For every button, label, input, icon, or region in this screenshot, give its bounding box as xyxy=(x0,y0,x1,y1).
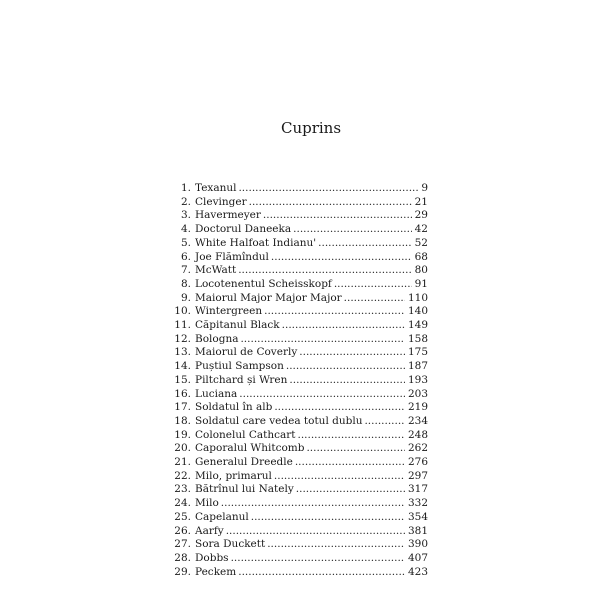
page-number: 149 xyxy=(407,319,428,332)
page-number: 91 xyxy=(414,277,428,290)
chapter-number: 26. xyxy=(174,524,191,537)
toc-entry xyxy=(168,223,428,237)
page-number: 175 xyxy=(407,346,428,359)
dot-leader xyxy=(240,333,404,347)
page-number: 381 xyxy=(407,524,428,537)
chapter-number: 1. xyxy=(180,182,191,194)
toc-entry xyxy=(168,333,428,347)
chapter-title: White Halfoat Indianu' xyxy=(195,236,317,249)
toc-entry xyxy=(168,470,428,484)
dot-leader xyxy=(306,442,405,456)
page-number: 203 xyxy=(407,387,428,400)
chapter-number: 13. xyxy=(174,346,191,359)
toc-entry xyxy=(168,251,428,265)
dot-leader xyxy=(286,360,405,374)
toc-entry xyxy=(168,415,428,429)
dot-leader xyxy=(238,264,411,278)
chapter-title: Bătrînul lui Nately xyxy=(195,483,294,496)
dot-leader xyxy=(296,483,405,497)
dot-leader xyxy=(318,237,411,251)
dot-leader xyxy=(293,223,411,237)
page-number: 248 xyxy=(407,428,428,441)
chapter-title: Dobbs xyxy=(195,551,229,564)
chapter-number: 7. xyxy=(180,264,191,277)
chapter-title: Puștiul Sampson xyxy=(195,360,284,373)
chapter-title: Generalul Dreedle xyxy=(195,456,293,469)
chapter-number: 10. xyxy=(174,305,191,318)
chapter-number: 20. xyxy=(174,442,191,455)
toc-entry xyxy=(168,196,428,210)
page-number: 21 xyxy=(414,195,428,208)
chapter-title: Aarfy xyxy=(195,524,224,537)
dot-leader xyxy=(282,319,405,333)
toc-entry xyxy=(168,552,428,566)
chapter-number: 5. xyxy=(180,236,191,249)
toc-entry xyxy=(168,497,428,511)
chapter-title: Wintergreen xyxy=(195,305,263,318)
table-of-contents xyxy=(168,182,428,579)
chapter-number: 11. xyxy=(174,319,191,332)
dot-leader xyxy=(299,346,405,360)
chapter-number: 28. xyxy=(174,551,191,564)
chapter-number: 4. xyxy=(180,223,191,236)
page-number: 9 xyxy=(421,182,428,194)
dot-leader xyxy=(274,470,405,484)
dot-leader xyxy=(231,552,405,566)
page-number: 193 xyxy=(407,373,428,386)
page-number: 390 xyxy=(407,538,428,551)
chapter-title: Doctorul Daneeka xyxy=(195,223,292,236)
chapter-title: Piltchard și Wren xyxy=(195,373,288,386)
toc-entry xyxy=(168,182,428,196)
chapter-number: 25. xyxy=(174,510,191,523)
page-number: 354 xyxy=(407,510,428,523)
toc-entry xyxy=(168,525,428,539)
chapter-number: 15. xyxy=(174,373,191,386)
chapter-title: Texanul xyxy=(195,182,237,194)
chapter-number: 23. xyxy=(174,483,191,496)
chapter-title: Joe Flămîndul xyxy=(195,250,269,263)
dot-leader xyxy=(221,497,405,511)
chapter-title: Soldatul care vedea totul dublu xyxy=(195,414,363,427)
chapter-number: 6. xyxy=(180,250,191,263)
toc-entry xyxy=(168,305,428,319)
dot-leader xyxy=(267,538,405,552)
chapter-title: Maiorul Major Major Major xyxy=(195,291,342,304)
chapter-title: Sora Duckett xyxy=(195,538,266,551)
dot-leader xyxy=(238,182,418,196)
page-number: 187 xyxy=(407,360,428,373)
toc-entry xyxy=(168,429,428,443)
page-number: 423 xyxy=(407,565,428,578)
chapter-number: 9. xyxy=(180,291,191,304)
dot-leader xyxy=(238,566,405,580)
chapter-title: Caporalul Whitcomb xyxy=(195,442,305,455)
chapter-title: Soldatul în alb xyxy=(195,401,273,414)
toc-entry xyxy=(168,456,428,470)
dot-leader xyxy=(239,388,405,402)
dot-leader xyxy=(295,456,405,470)
page-number: 158 xyxy=(407,332,428,345)
page-number: 52 xyxy=(414,236,428,249)
chapter-number: 27. xyxy=(174,538,191,551)
dot-leader xyxy=(289,374,405,388)
chapter-number: 29. xyxy=(174,565,191,578)
dot-leader xyxy=(264,305,405,319)
chapter-title: Luciana xyxy=(195,387,238,400)
dot-leader xyxy=(226,525,405,539)
dot-leader xyxy=(271,251,412,265)
chapter-number: 18. xyxy=(174,414,191,427)
page-number: 29 xyxy=(414,209,428,222)
page-number: 297 xyxy=(407,469,428,482)
toc-entry xyxy=(168,278,428,292)
page-number: 219 xyxy=(407,401,428,414)
toc-entry xyxy=(168,374,428,388)
toc-entry xyxy=(168,360,428,374)
chapter-number: 8. xyxy=(180,277,191,290)
page-number: 276 xyxy=(407,456,428,469)
dot-leader xyxy=(274,401,405,415)
page-number: 317 xyxy=(407,483,428,496)
dot-leader xyxy=(364,415,404,429)
chapter-title: Capelanul xyxy=(195,510,249,523)
chapter-number: 19. xyxy=(174,428,191,441)
page-number: 234 xyxy=(407,414,428,427)
page-title: Cuprins xyxy=(280,119,342,137)
page-number: 80 xyxy=(414,264,428,277)
chapter-number: 2. xyxy=(180,195,191,208)
page-number: 110 xyxy=(407,291,428,304)
chapter-number: 16. xyxy=(174,387,191,400)
page-number: 262 xyxy=(407,442,428,455)
toc-entry xyxy=(168,566,428,580)
chapter-title: Bologna xyxy=(195,332,239,345)
chapter-title: Havermeyer xyxy=(195,209,261,222)
toc-entry xyxy=(168,401,428,415)
chapter-number: 22. xyxy=(174,469,191,482)
chapter-number: 14. xyxy=(174,360,191,373)
toc-entry xyxy=(168,388,428,402)
chapter-number: 24. xyxy=(174,497,191,510)
toc-entry xyxy=(168,209,428,223)
page-number: 407 xyxy=(407,551,428,564)
chapter-title: Clevinger xyxy=(195,195,247,208)
chapter-title: Maiorul de Coverly xyxy=(195,346,298,359)
chapter-title: Colonelul Cathcart xyxy=(195,428,296,441)
page-number: 42 xyxy=(414,223,428,236)
dot-leader xyxy=(251,511,405,525)
toc-entry xyxy=(168,319,428,333)
dot-leader xyxy=(249,196,412,210)
page-number: 332 xyxy=(407,497,428,510)
chapter-title: Căpitanul Black xyxy=(195,319,280,332)
toc-entry xyxy=(168,237,428,251)
chapter-title: Milo xyxy=(195,497,219,510)
dot-leader xyxy=(344,292,405,306)
chapter-title: Locotenentul Scheisskopf xyxy=(195,277,332,290)
page-number: 68 xyxy=(414,250,428,263)
chapter-title: McWatt xyxy=(195,264,237,277)
toc-entry xyxy=(168,292,428,306)
chapter-title: Milo, primarul xyxy=(195,469,272,482)
page-number: 140 xyxy=(407,305,428,318)
toc-entry xyxy=(168,264,428,278)
toc-entry xyxy=(168,538,428,552)
chapter-number: 21. xyxy=(174,456,191,469)
dot-leader xyxy=(334,278,412,292)
chapter-title: Peckem xyxy=(195,565,237,578)
chapter-number: 3. xyxy=(180,209,191,222)
dot-leader xyxy=(297,429,404,443)
chapter-number: 17. xyxy=(174,401,191,414)
toc-entry xyxy=(168,442,428,456)
toc-entry xyxy=(168,511,428,525)
toc-entry xyxy=(168,346,428,360)
toc-entry xyxy=(168,483,428,497)
chapter-number: 12. xyxy=(174,332,191,345)
dot-leader xyxy=(263,209,412,223)
